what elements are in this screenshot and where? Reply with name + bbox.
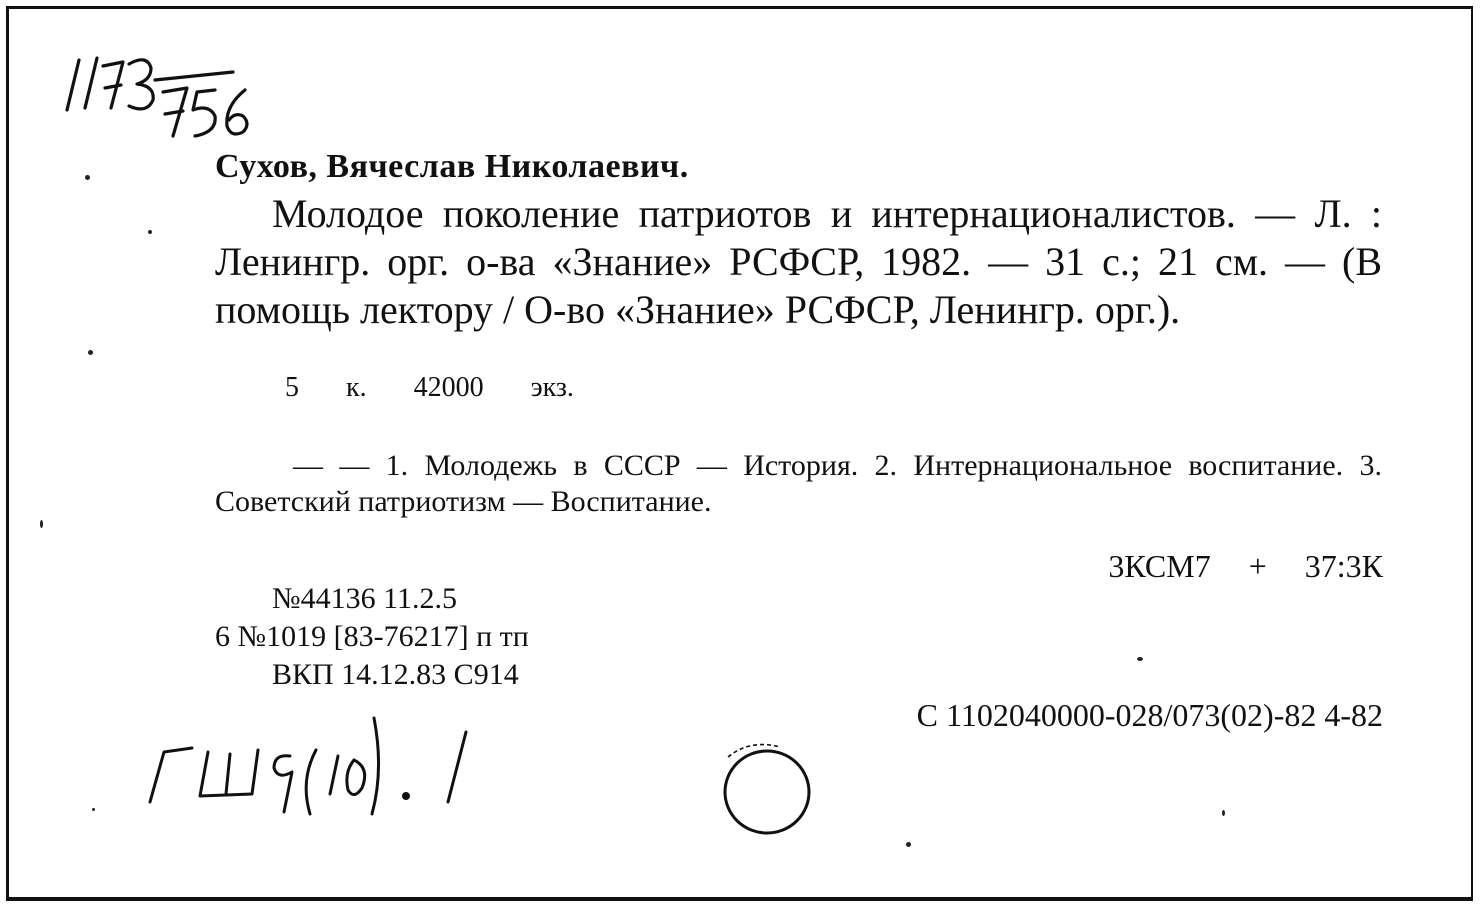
- classification-index: 3КСМ7 + 37:3К: [1108, 548, 1383, 584]
- price-and-print-run: 5 к. 42000 экз.: [285, 372, 574, 403]
- scan-speck: [88, 350, 93, 355]
- scan-speck: [1137, 657, 1143, 661]
- bibliographic-description: Молодое поколение патриотов и интернационалистов. — Л. : Ленингр. орг. о-ва «Знание» РСФСР, 1982. — 31 с.; 21 см. — (В помощь лектору / О-во «Знание» РСФСР, Ленингр. орг.).: [215, 191, 1382, 332]
- scan-speck: [85, 175, 90, 180]
- punch-hole: [710, 735, 820, 840]
- scan-speck: [906, 842, 911, 847]
- handwritten-shelf-mark: [140, 710, 490, 830]
- catalog-code: С 1102040000-028/073(02)-82 4-82: [916, 697, 1383, 733]
- vkp-line: ВКП 14.12.83 С914: [272, 658, 519, 691]
- scan-speck: [92, 808, 95, 811]
- card-series-number: №44136 11.2.5: [272, 582, 458, 615]
- scan-speck: [148, 230, 152, 234]
- scan-speck: [1222, 810, 1225, 816]
- order-number: 6 №1019 [83-76217] п тп: [215, 620, 529, 653]
- scan-speck: [40, 520, 43, 528]
- handwritten-call-number: [55, 40, 285, 150]
- subject-headings: — — 1. Молодежь в СССР — История. 2. Интернациональное воспитание. 3. Советский патриотизм — Воспитание.: [215, 449, 1382, 518]
- author-heading: Сухов, Вячеслав Николаевич.: [215, 148, 689, 185]
